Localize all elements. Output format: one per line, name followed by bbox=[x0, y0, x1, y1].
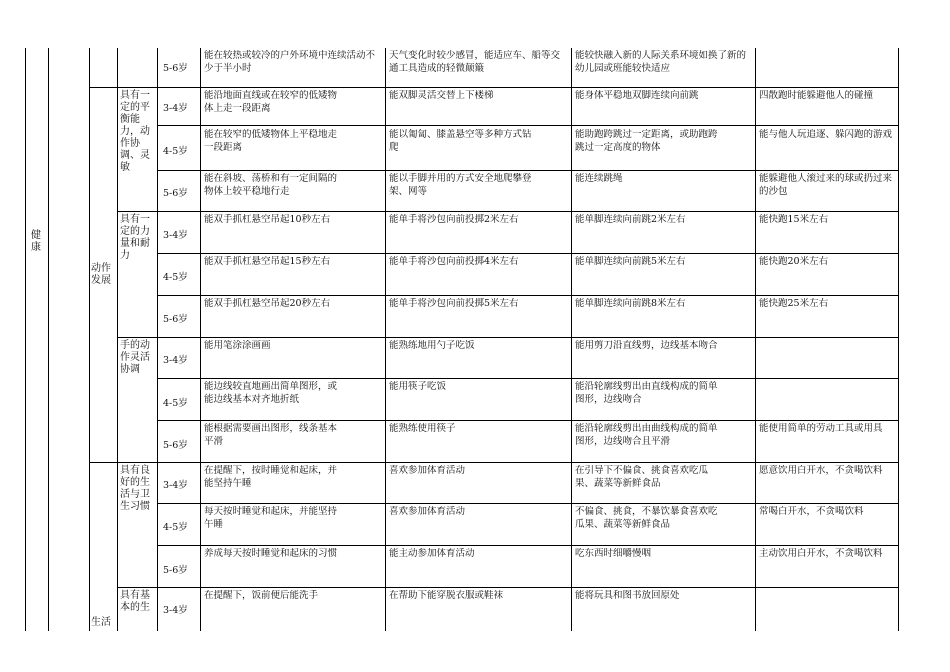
indicator-cell: 能边线较直地画出简单图形，或能边线基本对齐地折纸 bbox=[204, 381, 338, 405]
indicator-cell: 能沿地面直线或在较窄的低矮物体上走一段距离 bbox=[204, 90, 338, 114]
indicator-cell: 能使用简单的劳动工具或用具 bbox=[759, 423, 883, 434]
indicator-cell: 能以手脚并用的方式安全地爬攀登架、网等 bbox=[389, 173, 532, 197]
goal-balance: 具有一定的平衡能力，动作协调、灵敏 bbox=[120, 90, 150, 173]
col1-divider bbox=[200, 48, 201, 631]
age-label: 5-6岁 bbox=[163, 188, 188, 199]
row-border bbox=[157, 503, 899, 504]
age-label: 3-4岁 bbox=[163, 103, 188, 114]
indicator-cell: 愿意饮用白开水，不贪喝饮料 bbox=[759, 465, 883, 476]
goal-basic: 具有基本的生 bbox=[120, 590, 150, 613]
indicator-cell: 能在较热或较冷的户外环境中连续活动不少于半小时 bbox=[204, 50, 376, 74]
age-label: 5-6岁 bbox=[163, 565, 188, 576]
row-border bbox=[157, 253, 899, 254]
indicator-cell: 能躲避他人滚过来的球或扔过来的沙包 bbox=[759, 173, 893, 197]
indicator-cell: 能双脚灵活交替上下楼梯 bbox=[389, 90, 494, 101]
col3-divider bbox=[571, 48, 572, 631]
indicator-cell: 能双手抓杠悬空吊起15秒左右 bbox=[204, 256, 331, 267]
indicator-cell: 能单手将沙包向前投掷5米左右 bbox=[389, 298, 519, 309]
subdomain-divider bbox=[89, 48, 90, 631]
indicator-cell: 在提醒下，按时睡觉和起床，并能坚持午睡 bbox=[204, 465, 338, 489]
indicator-cell: 喜欢参加体育活动 bbox=[389, 506, 466, 517]
indicator-cell: 不偏食、挑食，不暴饮暴食喜欢吃瓜果、蔬菜等新鲜食品 bbox=[575, 506, 718, 530]
indicator-cell: 能沿轮廓线剪出由直线构成的简单图形，边线吻合 bbox=[575, 381, 718, 405]
indicator-cell: 在帮助下能穿脱衣服或鞋袜 bbox=[389, 590, 504, 601]
row-border bbox=[117, 587, 899, 588]
row-border bbox=[157, 295, 899, 296]
indicator-cell: 吃东西时细嚼慢咽 bbox=[575, 548, 652, 559]
goal-habits: 具有良好的生活与卫生习惯 bbox=[120, 465, 150, 512]
indicator-cell: 能与他人玩追逐、躲闪跑的游戏 bbox=[759, 129, 893, 140]
age-label: 5-6岁 bbox=[163, 314, 188, 325]
age-label: 4-5岁 bbox=[163, 146, 188, 157]
left-border bbox=[25, 48, 26, 631]
indicator-cell: 能双手抓杠悬空吊起20秒左右 bbox=[204, 298, 331, 309]
row-border bbox=[157, 378, 899, 379]
age-label: 3-4岁 bbox=[163, 230, 188, 241]
indicator-cell: 能用笔涂涂画画 bbox=[204, 340, 271, 351]
indicator-cell: 能助跑跨跳过一定距离，或助跑跨跳过一定高度的物体 bbox=[575, 129, 718, 153]
right-border bbox=[898, 48, 899, 631]
age-label: 4-5岁 bbox=[163, 398, 188, 409]
indicator-cell: 能单脚连续向前跳2米左右 bbox=[575, 214, 686, 225]
indicator-cell: 喜欢参加体育活动 bbox=[389, 465, 466, 476]
row-border bbox=[157, 170, 899, 171]
indicator-cell: 能快跑15米左右 bbox=[759, 214, 829, 225]
row-border bbox=[117, 337, 899, 338]
indicator-cell: 常喝白开水，不贪喝饮料 bbox=[759, 506, 864, 517]
indicator-cell: 主动饮用白开水，不贪喝饮料 bbox=[759, 548, 883, 559]
indicator-cell: 能快跑20米左右 bbox=[759, 256, 829, 267]
row-border bbox=[89, 462, 899, 463]
row-border bbox=[117, 211, 899, 212]
row-border bbox=[157, 125, 899, 126]
indicator-cell: 能用剪刀沿直线剪，边线基本吻合 bbox=[575, 340, 718, 351]
indicator-cell: 能单手将沙包向前投掷2米左右 bbox=[389, 214, 519, 225]
age-label: 3-4岁 bbox=[163, 480, 188, 491]
age-label: 3-4岁 bbox=[163, 605, 188, 616]
indicator-cell: 四散跑时能躲避他人的碰撞 bbox=[759, 90, 874, 101]
age-label: 4-5岁 bbox=[163, 272, 188, 283]
indicator-cell: 能熟练地用勺子吃饭 bbox=[389, 340, 475, 351]
indicator-cell: 能主动参加体育活动 bbox=[389, 548, 475, 559]
goal-divider bbox=[117, 48, 118, 631]
goal-strength: 具有一定的力量和耐力 bbox=[120, 214, 150, 261]
indicator-cell: 天气变化时较少感冒，能适应车、船等交通工具造成的轻微颠簸 bbox=[389, 50, 561, 74]
age-label: 5-6岁 bbox=[163, 63, 188, 74]
domain-label: 健康 bbox=[31, 230, 41, 253]
indicator-cell: 能根据需要画出图形，线条基本平滑 bbox=[204, 423, 338, 447]
indicator-cell: 能在斜坡、荡桥和有一定间隔的物体上较平稳地行走 bbox=[204, 173, 338, 197]
indicator-cell: 能将玩具和图书放回原处 bbox=[575, 590, 680, 601]
indicator-cell: 能单脚连续向前跳5米左右 bbox=[575, 256, 686, 267]
indicator-cell: 能快跑25米左右 bbox=[759, 298, 829, 309]
subdomain-label-life: 生活 bbox=[91, 617, 111, 628]
row-border bbox=[157, 545, 899, 546]
indicator-cell: 能单手将沙包向前投掷4米左右 bbox=[389, 256, 519, 267]
indicator-cell: 能熟练使用筷子 bbox=[389, 423, 456, 434]
goal-hand: 手的动作灵活协调 bbox=[120, 340, 150, 375]
indicator-cell: 每天按时睡觉和起床，并能坚持午睡 bbox=[204, 506, 338, 530]
row-border bbox=[157, 420, 899, 421]
subdomain-label-motor: 动作发展 bbox=[91, 263, 111, 286]
indicator-cell: 能较快融入新的人际关系环境如换了新的幼儿园或班能较快适应 bbox=[575, 50, 747, 74]
col4-divider bbox=[755, 48, 756, 631]
indicator-cell: 能以匍匐、膝盖悬空等多种方式钻爬 bbox=[389, 129, 532, 153]
domain-divider bbox=[48, 48, 49, 631]
indicator-cell: 能单脚连续向前跳8米左右 bbox=[575, 298, 686, 309]
indicator-cell: 在引导下不偏食、挑食喜欢吃瓜果、蔬菜等新鲜食品 bbox=[575, 465, 709, 489]
indicator-cell: 能沿轮廓线剪出由曲线构成的简单图形，边线吻合且平滑 bbox=[575, 423, 718, 447]
col2-divider bbox=[385, 48, 386, 631]
indicator-cell: 能身体平稳地双脚连续向前跳 bbox=[575, 90, 699, 101]
indicator-cell: 能在较窄的低矮物体上平稳地走一段距离 bbox=[204, 129, 338, 153]
age-divider bbox=[157, 48, 158, 631]
row-border bbox=[89, 87, 899, 88]
age-label: 3-4岁 bbox=[163, 355, 188, 366]
indicator-cell: 能双手抓杠悬空吊起10秒左右 bbox=[204, 214, 331, 225]
indicator-cell: 能连续跳绳 bbox=[575, 173, 623, 184]
indicator-cell: 养成每天按时睡觉和起床的习惯 bbox=[204, 548, 338, 559]
indicator-cell: 能用筷子吃饭 bbox=[389, 381, 447, 392]
age-label: 5-6岁 bbox=[163, 440, 188, 451]
age-label: 4-5岁 bbox=[163, 522, 188, 533]
indicator-cell: 在提醒下，饭前便后能洗手 bbox=[204, 590, 319, 601]
